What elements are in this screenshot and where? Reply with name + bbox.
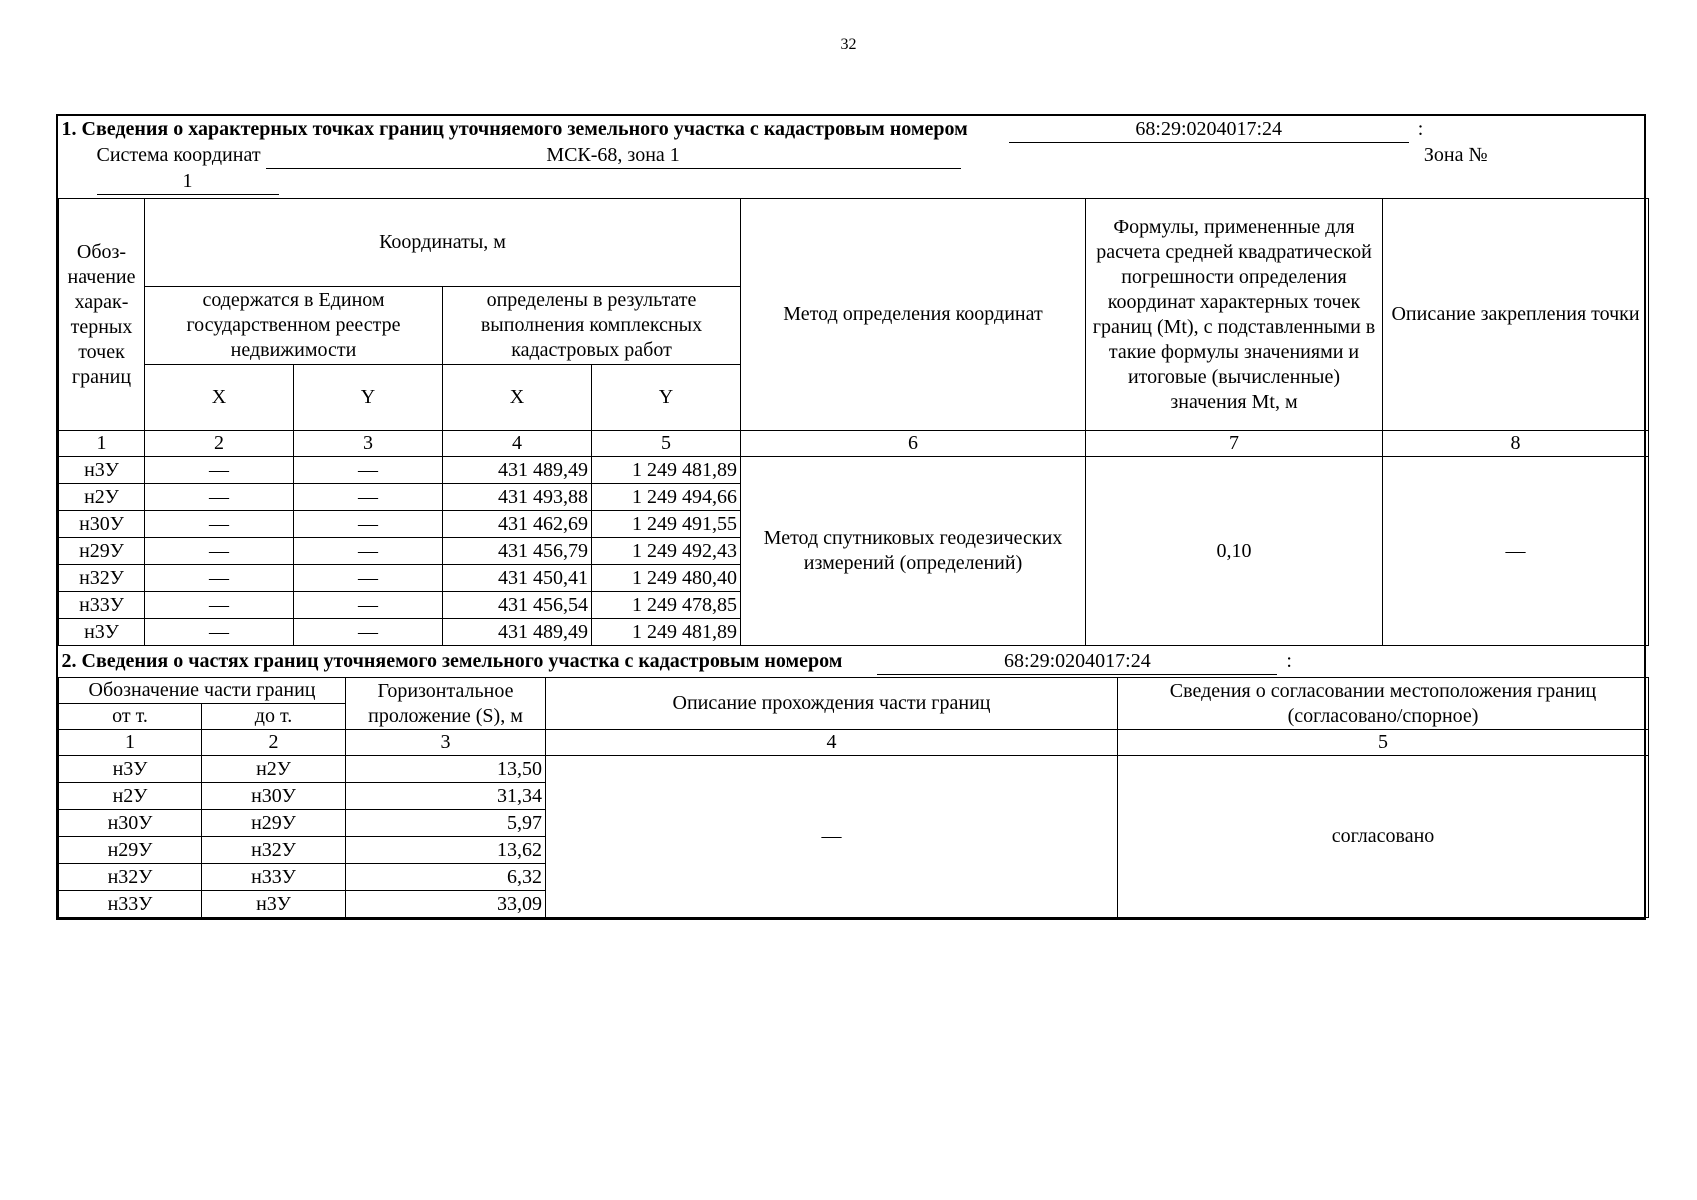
s2-col-number-4: 4 (546, 730, 1118, 756)
section1-title-cell (59, 116, 1649, 143)
header-horizontal: Горизонтальное проложение (S), м (346, 678, 546, 730)
point-name: н32У (59, 565, 145, 592)
s2-col-number-1: 1 (59, 730, 202, 756)
method-value: Метод спутниковых геодезических измерений (определений) (741, 457, 1086, 646)
section1-title: 1. Сведения о характерных точках границ уточняемого земельного участка с кадастровым номером (61, 117, 968, 140)
y-value: 1 249 481,89 (592, 619, 741, 646)
x-registry: — (145, 565, 294, 592)
col-number-6: 6 (741, 431, 1086, 457)
to-point: н2У (202, 756, 346, 783)
header-x-registry: X (145, 365, 294, 431)
point-name: н3У (59, 619, 145, 646)
header-agreement: Сведения о согласовании местоположения границ (согласовано/спорное) (1118, 678, 1649, 730)
col-number-8: 8 (1383, 431, 1649, 457)
header-to: до т. (202, 704, 346, 730)
fixing-value: — (1383, 457, 1649, 646)
header-y-registry: Y (294, 365, 443, 431)
section2-colon: : (1286, 649, 1292, 672)
header-part-designation: Обозначение части границ (59, 678, 346, 704)
horizontal-value: 33,09 (346, 891, 546, 918)
from-point: н33У (59, 891, 202, 918)
section2-title: 2. Сведения о частях границ уточняемого земельного участка с кадастровым номером (61, 649, 843, 672)
y-registry: — (294, 565, 443, 592)
y-value: 1 249 492,43 (592, 538, 741, 565)
horizontal-value: 13,62 (346, 837, 546, 864)
section1-colon: : (1417, 117, 1424, 140)
coord-system-cell (59, 143, 1649, 199)
y-registry: — (294, 592, 443, 619)
y-value: 1 249 480,40 (592, 565, 741, 592)
zone-value: 1 (97, 169, 279, 195)
header-in-registry: содержатся в Едином государственном реестре недвижимости (145, 287, 443, 365)
coord-system-value: МСК-68, зона 1 (266, 143, 961, 169)
x-registry: — (145, 538, 294, 565)
coord-system-label: Система координат (96, 144, 261, 166)
section1-cadastral-number: 68:29:0204017:24 (1009, 117, 1409, 143)
y-registry: — (294, 511, 443, 538)
mt-value: 0,10 (1086, 457, 1383, 646)
header-description: Описание прохождения части границ (546, 678, 1118, 730)
x-value: 431 489,49 (443, 457, 592, 484)
header-fixing: Описание закрепления точки (1383, 199, 1649, 431)
to-point: н32У (202, 837, 346, 864)
page-number: 32 (840, 36, 857, 53)
point-name: н29У (59, 538, 145, 565)
horizontal-value: 5,97 (346, 810, 546, 837)
horizontal-value: 6,32 (346, 864, 546, 891)
to-point: н30У (202, 783, 346, 810)
col-number-7: 7 (1086, 431, 1383, 457)
y-value: 1 249 491,55 (592, 511, 741, 538)
y-registry: — (294, 619, 443, 646)
x-registry: — (145, 592, 294, 619)
s2-col-number-2: 2 (202, 730, 346, 756)
section2-table (58, 645, 1649, 918)
y-registry: — (294, 484, 443, 511)
section2-cadastral-number: 68:29:0204017:24 (877, 649, 1277, 675)
from-point: н3У (59, 756, 202, 783)
x-value: 431 489,49 (443, 619, 592, 646)
point-name: н33У (59, 592, 145, 619)
description-value: — (546, 756, 1118, 918)
x-registry: — (145, 457, 294, 484)
y-value: 1 249 478,85 (592, 592, 741, 619)
s2-col-number-3: 3 (346, 730, 546, 756)
y-registry: — (294, 538, 443, 565)
horizontal-value: 13,50 (346, 756, 546, 783)
y-value: 1 249 494,66 (592, 484, 741, 511)
y-value: 1 249 481,89 (592, 457, 741, 484)
point-name: н3У (59, 457, 145, 484)
to-point: н33У (202, 864, 346, 891)
header-formulas: Формулы, примененные для расчета средней квадратической погрешности определения координат характерных точек границ (Mt), с подставленными в такие формулы значениями и итоговые (вычисленные) значения Mt, м (1086, 199, 1383, 431)
point-name: н30У (59, 511, 145, 538)
col-number-1: 1 (59, 431, 145, 457)
document-frame (56, 114, 1646, 920)
header-coordinates: Координаты, м (145, 199, 741, 287)
s2-col-number-5: 5 (1118, 730, 1649, 756)
horizontal-value: 31,34 (346, 783, 546, 810)
x-registry: — (145, 484, 294, 511)
header-designation: Обоз- начение харак- терных точек границ (59, 199, 145, 431)
from-point: н32У (59, 864, 202, 891)
x-registry: — (145, 619, 294, 646)
header-y-determined: Y (592, 365, 741, 431)
zone-label: Зона № (1423, 144, 1488, 166)
col-number-2: 2 (145, 431, 294, 457)
x-value: 431 450,41 (443, 565, 592, 592)
section2-title-cell (59, 646, 1649, 678)
table-row (59, 457, 1649, 484)
to-point: н3У (202, 891, 346, 918)
to-point: н29У (202, 810, 346, 837)
col-number-5: 5 (592, 431, 741, 457)
header-from: от т. (59, 704, 202, 730)
x-value: 431 456,79 (443, 538, 592, 565)
from-point: н30У (59, 810, 202, 837)
header-x-determined: X (443, 365, 592, 431)
from-point: н2У (59, 783, 202, 810)
agreement-value: согласовано (1118, 756, 1649, 918)
header-determined: определены в результате выполнения комплексных кадастровых работ (443, 287, 741, 365)
header-method: Метод определения координат (741, 199, 1086, 431)
x-value: 431 462,69 (443, 511, 592, 538)
col-number-3: 3 (294, 431, 443, 457)
x-value: 431 456,54 (443, 592, 592, 619)
col-number-4: 4 (443, 431, 592, 457)
point-name: н2У (59, 484, 145, 511)
y-registry: — (294, 457, 443, 484)
x-registry: — (145, 511, 294, 538)
from-point: н29У (59, 837, 202, 864)
x-value: 431 493,88 (443, 484, 592, 511)
section1-table (58, 116, 1649, 646)
table-row (59, 756, 1649, 783)
